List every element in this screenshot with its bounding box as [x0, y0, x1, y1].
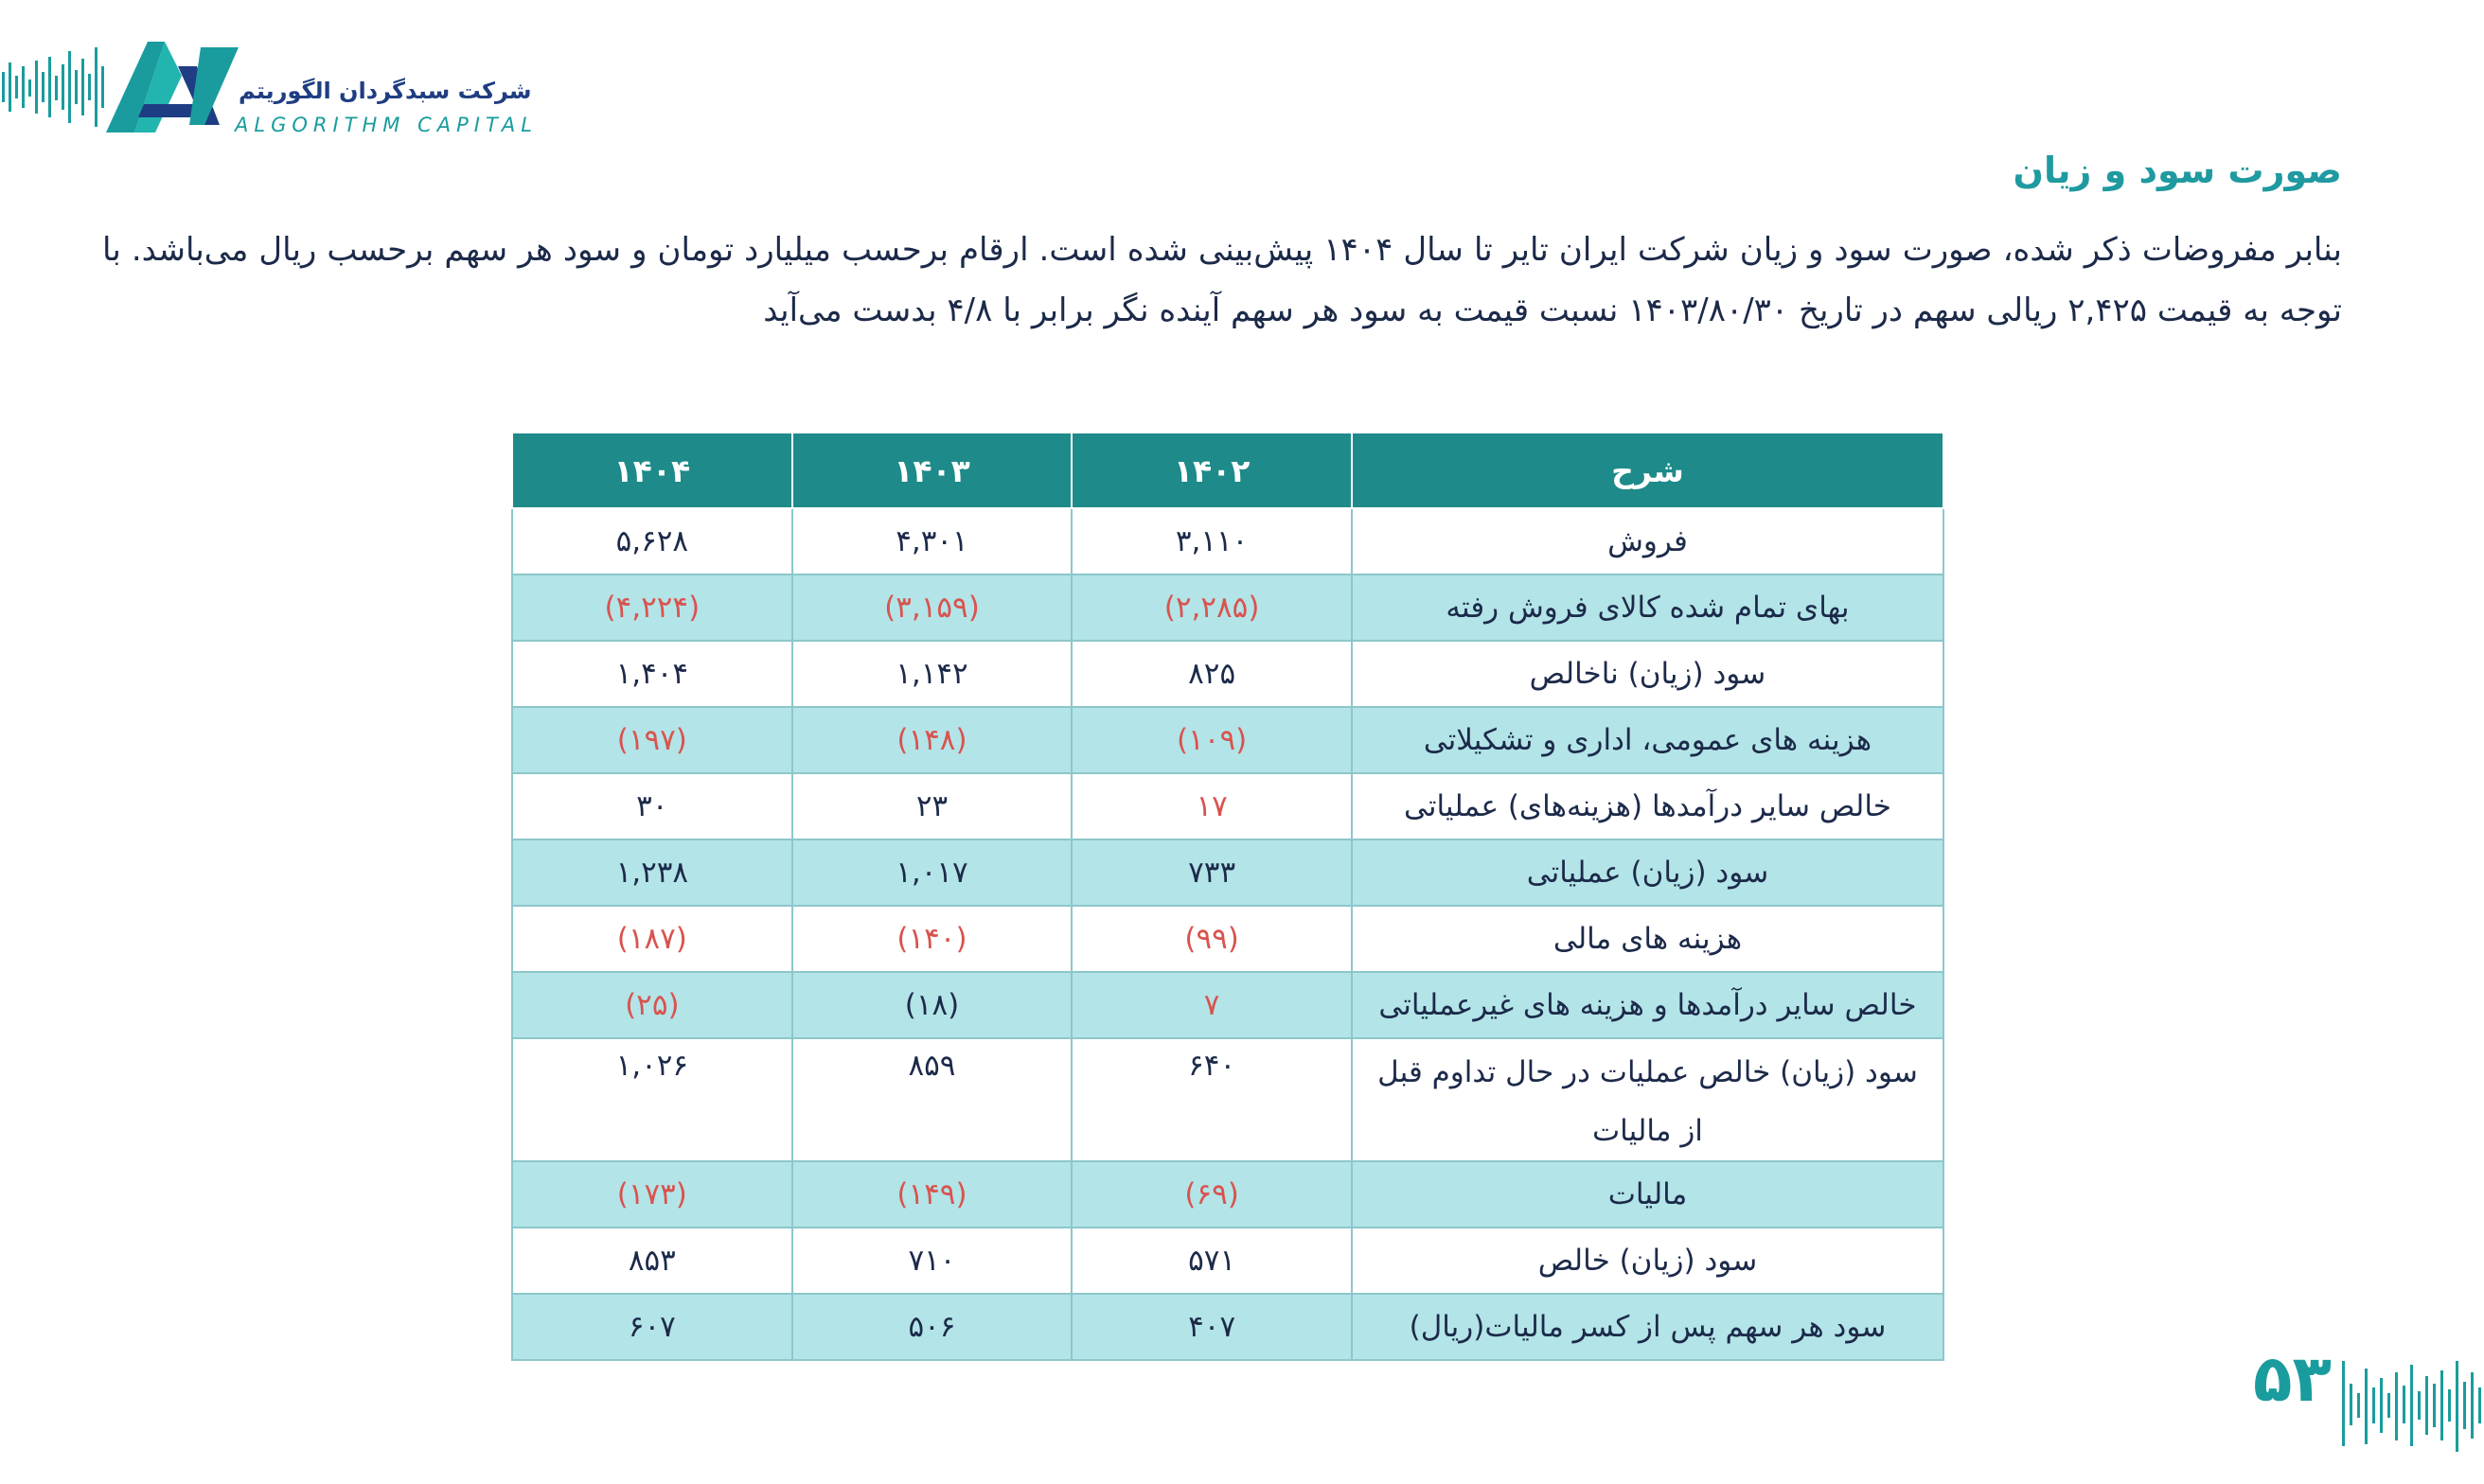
cell-1403: ۱,۰۱۷ [792, 839, 1073, 906]
cell-1404: ۶۰۷ [512, 1294, 792, 1360]
row-label: خالص سایر درآمدها (هزینه‌های) عملیاتی [1352, 773, 1943, 839]
cell-1403: (۱۴۹) [792, 1161, 1073, 1228]
row-label: هزینه های مالی [1352, 906, 1943, 972]
header-description: شرح [1352, 433, 1943, 508]
cell-1404: ۱,۰۲۶ [512, 1038, 792, 1161]
cell-1404: (۲۵) [512, 972, 792, 1038]
header-year-1403: ۱۴۰۳ [792, 433, 1073, 508]
row-label: سود (زیان) عملیاتی [1352, 839, 1943, 906]
cell-1402: ۸۲۵ [1072, 641, 1352, 707]
row-label: خالص سایر درآمدها و هزینه های غیرعملیاتی [1352, 972, 1943, 1038]
header-year-1402: ۱۴۰۲ [1072, 433, 1352, 508]
table-row [512, 1294, 1943, 1360]
cell-1403: ۸۵۹ [792, 1038, 1073, 1161]
logo-mark-icon [106, 38, 239, 136]
row-label: سود (زیان) ناخالص [1352, 641, 1943, 707]
table-row [512, 972, 1943, 1038]
cell-1402: ۱۷ [1072, 773, 1352, 839]
cell-1403: (۱۴۰) [792, 906, 1073, 972]
table-row [512, 839, 1943, 906]
cell-1402: ۶۴۰ [1072, 1038, 1352, 1161]
table-row [512, 707, 1943, 773]
cell-1404: (۱۸۷) [512, 906, 792, 972]
cell-1404: ۸۵۳ [512, 1228, 792, 1294]
cell-1402: ۷ [1072, 972, 1352, 1038]
row-label: سود (زیان) خالص عملیات در حال تداوم قبل از مالیات [1352, 1038, 1943, 1161]
cell-1403: ۷۱۰ [792, 1228, 1073, 1294]
cell-1402: ۵۷۱ [1072, 1228, 1352, 1294]
logo-equalizer-icon [0, 44, 106, 131]
table-row [512, 1038, 1943, 1161]
header-year-1404: ۱۴۰۴ [512, 433, 792, 508]
table-row [512, 508, 1943, 574]
table-row [512, 906, 1943, 972]
row-label: سود (زیان) خالص [1352, 1228, 1943, 1294]
cell-1403: ۴,۳۰۱ [792, 508, 1073, 574]
section-title: صورت سود و زیان [2013, 150, 2342, 191]
row-label: هزینه های عمومی، اداری و تشکیلاتی [1352, 707, 1943, 773]
row-label: فروش [1352, 508, 1943, 574]
cell-1403: (۱۴۸) [792, 707, 1073, 773]
page-number: ۵۳ [2253, 1342, 2333, 1417]
table-row [512, 773, 1943, 839]
table-row [512, 574, 1943, 641]
row-label: مالیات [1352, 1161, 1943, 1228]
cell-1402: ۳,۱۱۰ [1072, 508, 1352, 574]
cell-1402: (۹۹) [1072, 906, 1352, 972]
logo-name-en: ALGORITHM CAPITAL [235, 114, 538, 136]
intro-paragraph: بنابر مفروضات ذکر شده، صورت سود و زیان شرکت ایران تایر تا سال ۱۴۰۴ پیش‌بینی شده است. ارقام برحسب میلیارد تومان و سود هر سهم برحسب ریال می‌باشد. با توجه به قیمت ۲,۴۲۵ ریالی سهم در تاریخ ۱۴۰۳/۸۰/۳۰ نسبت قیمت به سود هر سهم آینده نگر برابر با ۴/۸ بدست می‌آید [102, 231, 2342, 329]
table-row [512, 641, 1943, 707]
cell-1403: (۱۸) [792, 972, 1073, 1038]
cell-1402: (۱۰۹) [1072, 707, 1352, 773]
cell-1402: (۲,۲۸۵) [1072, 574, 1352, 641]
cell-1402: (۶۹) [1072, 1161, 1352, 1228]
cell-1402: ۴۰۷ [1072, 1294, 1352, 1360]
cell-1404: ۳۰ [512, 773, 792, 839]
page-equalizer-icon [2338, 1355, 2484, 1456]
cell-1404: (۴,۲۲۴) [512, 574, 792, 641]
cell-1403: ۱,۱۴۲ [792, 641, 1073, 707]
table-row [512, 1228, 1943, 1294]
profit-loss-table [511, 432, 1944, 1361]
row-label: بهای تمام شده کالای فروش رفته [1352, 574, 1943, 641]
cell-1404: (۱۹۷) [512, 707, 792, 773]
cell-1404: ۵,۶۲۸ [512, 508, 792, 574]
cell-1402: ۷۳۳ [1072, 839, 1352, 906]
table-row [512, 1161, 1943, 1228]
cell-1404: (۱۷۳) [512, 1161, 792, 1228]
cell-1404: ۱,۴۰۴ [512, 641, 792, 707]
row-label: سود هر سهم پس از کسر مالیات(ریال) [1352, 1294, 1943, 1360]
cell-1403: ۵۰۶ [792, 1294, 1073, 1360]
table-header-row [512, 433, 1943, 508]
cell-1403: ۲۳ [792, 773, 1073, 839]
cell-1403: (۳,۱۵۹) [792, 574, 1073, 641]
logo-name-fa: شرکت سبدگردان الگوریتم [239, 78, 532, 104]
cell-1404: ۱,۲۳۸ [512, 839, 792, 906]
